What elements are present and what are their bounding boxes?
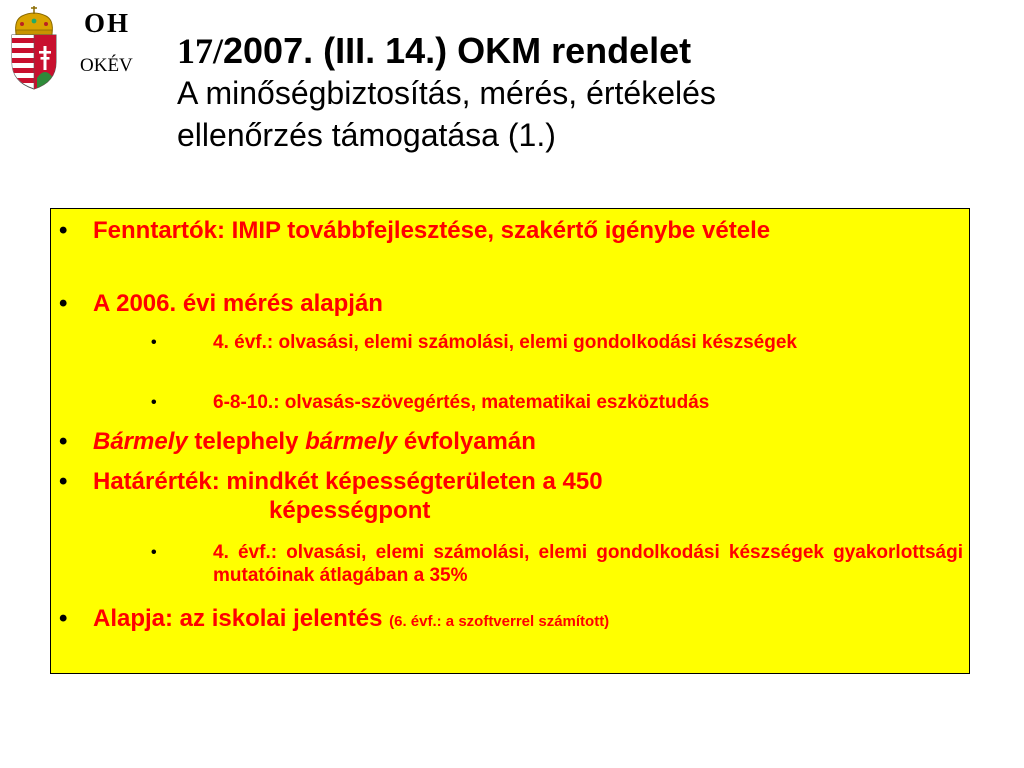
bullet-icon: •: [59, 290, 68, 317]
subtitle-line-2: ellenőrzés támogatása (1.): [177, 117, 556, 153]
subtitle-line-1: A minőségbiztosítás, mérés, értékelés: [177, 75, 716, 111]
sub-bullet-text: 4. évf.: olvasási, elemi számolási, elemi gondolkodási készségek gyakorlottsági mutatóinak átlagában a 35%: [213, 542, 963, 586]
bullet-item-4: [59, 467, 963, 525]
bullet-text: Bármely telephely bármely évfolyamán: [93, 428, 536, 455]
title-number: 17/: [177, 31, 224, 71]
note-text: (6. évf.: a szoftverrel számított): [389, 613, 610, 630]
slide-title: [177, 30, 1007, 156]
bullet-text: Fenntartók: IMIP továbbfejlesztése, szakértő igénybe vétele: [93, 217, 771, 244]
title-line: [177, 30, 1007, 72]
coat-of-arms-logo: [8, 4, 60, 90]
bullet-item-1: [59, 216, 963, 245]
sub-bullet-text: 4. évf.: olvasási, elemi számolási, elemi gondolkodási készségek: [213, 332, 797, 353]
bullet-icon: •: [151, 544, 157, 561]
bullet-text: Alapja: az iskolai jelentés (6. évf.: a szoftverrel számított): [93, 605, 610, 632]
bullet-icon: •: [59, 217, 68, 244]
sub-bullet-item-1: [151, 331, 963, 354]
bullet-item-3: [59, 427, 963, 456]
sub-bullet-item-3: [151, 541, 963, 587]
bullet-item-2: [59, 289, 963, 318]
bullet-icon: •: [151, 334, 157, 351]
bullet-icon: •: [59, 468, 68, 495]
shield-icon: [12, 35, 56, 90]
bullet-icon: •: [59, 428, 68, 455]
bullet-text: Határérték: mindkét képességterületen a 450 képességpont: [93, 468, 603, 524]
bullet-item-5: [59, 604, 963, 636]
bullet-icon: •: [59, 605, 68, 632]
sub-bullet-item-2: [151, 391, 963, 414]
logo-abbreviation: OH: [84, 8, 131, 38]
bullet-icon: •: [151, 394, 157, 411]
italic-text: bármely: [305, 428, 398, 455]
crown-icon: [16, 6, 53, 35]
logo-subtitle: OKÉV: [80, 55, 133, 76]
content-box: [50, 208, 970, 674]
italic-text: Bármely: [93, 428, 188, 455]
title-text: 2007. (III. 14.) OKM rendelet: [223, 30, 692, 71]
sub-bullet-text: 6-8-10.: olvasás-szövegértés, matematikai eszköztudás: [213, 392, 710, 413]
bullet-text: A 2006. évi mérés alapján: [93, 290, 383, 317]
